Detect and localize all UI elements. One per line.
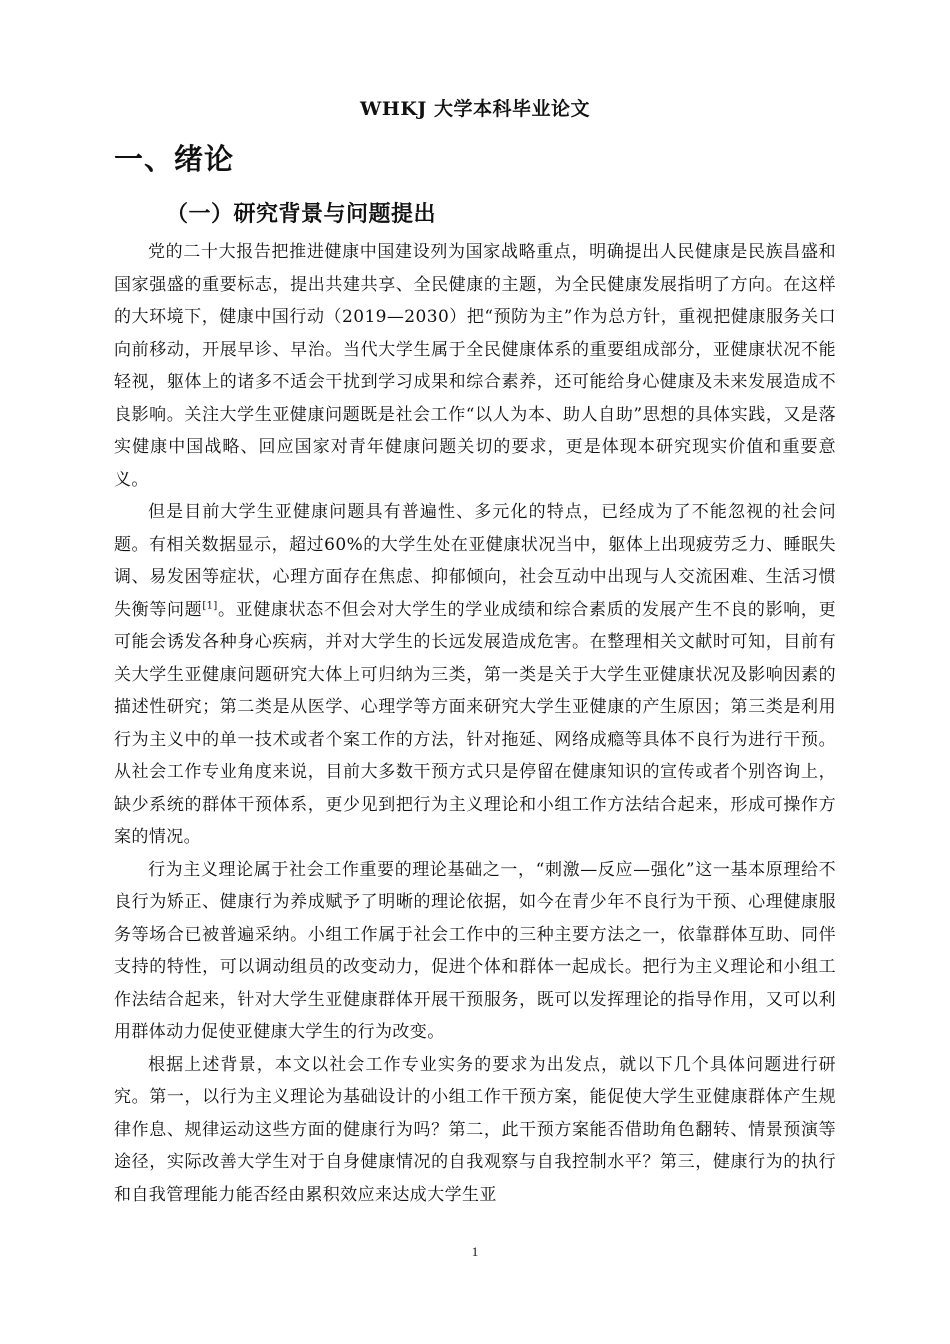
paragraph-4: 根据上述背景，本文以社会工作专业实务的要求为出发点，就以下几个具体问题进行研究。第一，以行为主义理论为基础设计的小组工作干预方案，能促使大学生亚健康群体产生规律作息、规律运动这些方面的健康行为吗？第二，此干预方案能否借助角色翻转、情景预演等途径，实际改善大学生对于自身健康情况的自我观察与自我控制水平？第三，健康行为的执行和自我管理能力能否经由累积效应来达成大学生亚: [114, 1054, 836, 1205]
paragraph-2-text-a: 但是目前大学生亚健康问题具有普遍性、多元化的特点，已经成为了不能忽视的社会问题。有相关数据显示，超过60%的大学生处在亚健康状况当中，躯体上出现疲劳乏力、睡眠失调、易发困等症状，心理方面存在焦虑、抑郁倾向，社会互动中出现与人交流困难、生活习惯失衡等问题: [114, 502, 836, 620]
section-heading: （一）研究背景与问题提出: [166, 202, 437, 227]
paragraph-2-text-b: 。亚健康状态不但会对大学生的学业成绩和综合素质的发展产生不良的影响，更可能会诱发各种身心疾病，并对大学生的长远发展造成危害。在整理相关文献时可知，目前有关大学生亚健康问题研究大体上可归纳为三类，第一类是关于大学生亚健康状况及影响因素的描述性研究；第二类是从医学、心理学等方面来研究大学生亚健康的产生原因；第三类是利用行为主义中的单一技术或者个案工作的方法，针对拖延、网络成瘾等具体不良行为进行干预。从社会工作专业角度来说，目前大多数干预方式只是停留在健康知识的宣传或者个别咨询上，缺少系统的群体干预体系，更少见到把行为主义理论和小组工作方法结合起来，形成可操作方案的情况。: [114, 599, 836, 847]
header-divider: [114, 126, 836, 127]
chapter-heading: 一、绪论: [114, 142, 235, 176]
page-number: 1: [471, 1244, 479, 1259]
running-header: WHKJ 大学本科毕业论文: [360, 98, 590, 120]
citation-marker[interactable]: [1]: [202, 599, 218, 611]
body-text: [114, 236, 836, 1211]
paragraph-1: 党的二十大报告把推进健康中国建设列为国家战略重点，明确提出人民健康是民族昌盛和国家强盛的重要标志，提出共建共享、全民健康的主题，为全民健康发展指明了方向。在这样的大环境下，健康中国行动（2019—2030）把“预防为主”作为总方针，重视把健康服务关口向前移动，开展早诊、早治。当代大学生属于全民健康体系的重要组成部分，亚健康状况不能轻视，躯体上的诸多不适会干扰到学习成果和综合素养，还可能给身心健康及未来发展造成不良影响。关注大学生亚健康问题既是社会工作“以人为本、助人自助”思想的具体实践，又是落实健康中国战略、回应国家对青年健康问题关切的要求，更是体现本研究现实价值和重要意义。: [114, 242, 836, 490]
paragraph-2: [114, 496, 836, 854]
paragraph-3: 行为主义理论属于社会工作重要的理论基础之一，“刺激—反应—强化”这一基本原理给不良行为矫正、健康行为养成赋予了明晰的理论依据，如今在青少年不良行为干预、心理健康服务等场合已被普遍采纳。小组工作属于社会工作中的三种主要方法之一，依靠群体互助、同伴支持的特性，可以调动组员的改变动力，促进个体和群体一起成长。把行为主义理论和小组工作法结合起来，针对大学生亚健康群体开展干预服务，既可以发挥理论的指导作用，又可以利用群体动力促使亚健康大学生的行为改变。: [114, 859, 836, 1042]
